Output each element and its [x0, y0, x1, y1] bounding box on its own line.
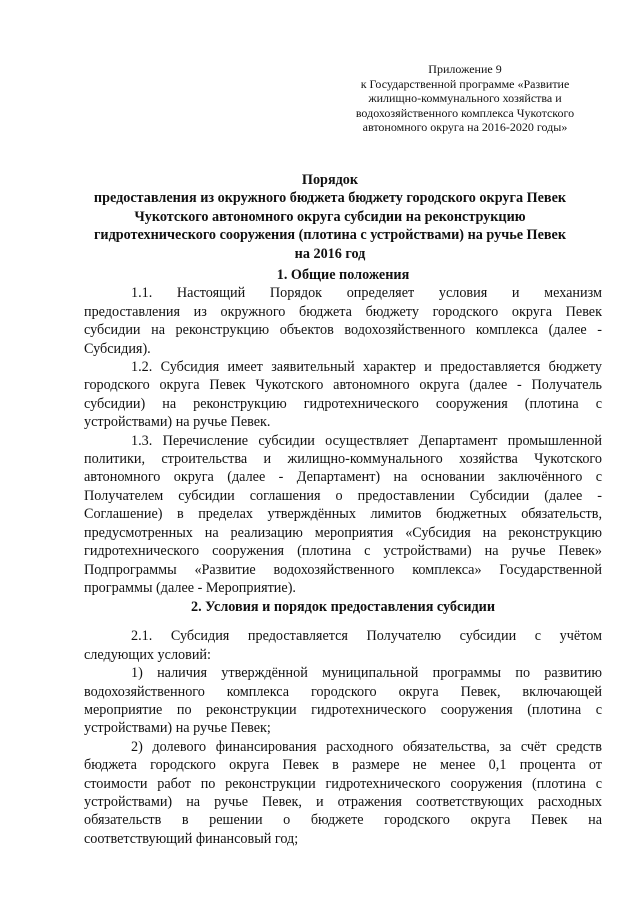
text-line: субсидии на реконструкцию объектов водохозяйственного комплекса (далее - — [84, 322, 602, 339]
title-line: Чукотского автономного округа субсидии на реконструкцию — [134, 208, 526, 225]
title-line: предоставления из окружного бюджета бюджету городского округа Певек — [93, 190, 567, 207]
text-line: бюджета городского округа Певек в размере не менее 0,1 процента от — [84, 757, 602, 774]
paragraph-1-1 — [84, 284, 602, 358]
text-line: гидротехнического сооружения (плотина с устройствами) на ручье Певек» — [84, 543, 602, 560]
text-line: 1.1. Настоящий Порядок определяет условия и механизм — [131, 285, 602, 302]
appendix-line: Приложение 9 — [428, 62, 502, 76]
text-line: соответствующий финансовый год; — [84, 830, 299, 847]
appendix-header — [330, 62, 600, 135]
text-line: программы (далее - Мероприятие). — [84, 579, 296, 596]
text-line: предоставления из окружного бюджета бюджету городского округа Певек — [84, 303, 602, 320]
appendix-line: жилищно-коммунального хозяйства и — [368, 91, 562, 106]
paragraph-2-1-1 — [84, 664, 602, 738]
text-line: городского округа Певек Чукотского автономного округа (далее - Получатель — [84, 377, 602, 394]
appendix-line: водохозяйственного комплекса Чукотского — [355, 105, 575, 120]
text-line: устройствами) на ручье Певек. — [84, 414, 271, 431]
appendix-line: автономного округа на 2016-2020 годы» — [362, 120, 568, 135]
paragraph-2-1-2 — [84, 738, 602, 848]
text-line: 2) долевого финансирования расходного обязательства, за счёт средств — [131, 738, 602, 755]
section-heading: 1. Общие положения — [276, 267, 410, 283]
section-2 — [84, 598, 602, 848]
text-line: 2.1. Субсидия предоставляется Получателю субсидии с учётом — [131, 628, 602, 645]
paragraph-1-3 — [84, 432, 602, 598]
text-line: 1.3. Перечисление субсидии осуществляет Департамент промышленной — [131, 432, 602, 449]
appendix-line: к Государственной программе «Развитие — [360, 76, 570, 91]
text-line: Получателем субсидии соглашения о предоставлении Субсидии (далее - — [84, 487, 602, 504]
text-line: автономного округа (далее - Департамент) на основании заключённого с — [84, 469, 602, 486]
text-line: предусмотренных на реализацию мероприятия «Субсидия на реконструкцию — [84, 524, 602, 541]
text-line: водохозяйственного комплекса городского округа Певек, включающей — [84, 683, 602, 700]
text-line: субсидии) на реконструкцию гидротехнического сооружения (плотина с — [84, 395, 602, 412]
text-line: 1.2. Субсидия имеет заявительный характер и предоставляется бюджету — [131, 359, 602, 376]
title-line: на 2016 год — [294, 245, 366, 262]
text-line: Субсидия). — [84, 340, 151, 357]
text-line: следующих условий: — [84, 646, 211, 663]
text-line: устройствами) на ручье Певек; — [84, 720, 271, 737]
section-1 — [84, 266, 602, 597]
paragraph-2-1 — [84, 627, 602, 664]
text-line: Подпрограммы «Развитие водохозяйственного комплекса» Государственной — [84, 561, 602, 578]
text-line: политики, строительства и жилищно-коммунального хозяйства Чукотского — [84, 451, 602, 468]
text-line: стоимости работ по реконструкции гидротехнического сооружения (плотина с — [84, 775, 602, 792]
document-title — [70, 171, 590, 263]
paragraph-1-2 — [84, 358, 602, 432]
text-line: 1) наличия утверждённой муниципальной программы по развитию — [131, 665, 602, 682]
title-line: гидротехнического сооружения (плотина с устройствами) на ручье Певек — [93, 227, 567, 244]
title-line: Порядок — [301, 172, 359, 188]
text-line: мероприятие по реконструкции гидротехнического сооружения (плотина с — [84, 702, 602, 719]
text-line: Соглашение) в пределах утверждённых лимитов бюджетных обязательств, — [84, 506, 602, 523]
section-heading: 2. Условия и порядок предоставления субсидии — [190, 599, 496, 615]
text-line: устройствами) на ручье Певек, и отражения соответствующих расходных — [84, 794, 602, 811]
text-line: обязательств в решении о бюджете городского округа Певек на — [84, 812, 602, 829]
